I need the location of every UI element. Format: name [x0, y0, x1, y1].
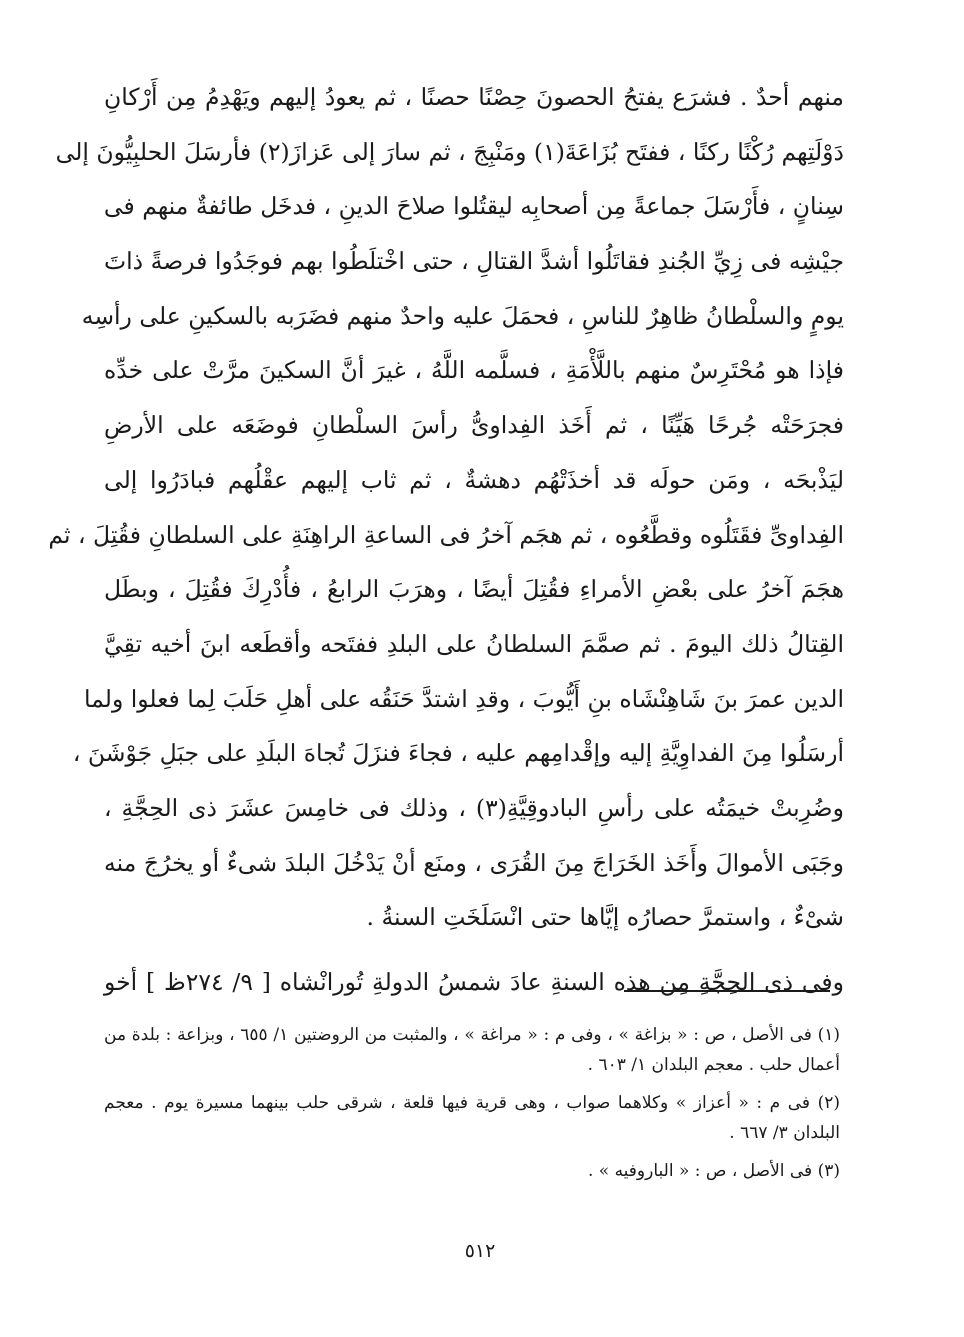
paragraph-gap [104, 945, 844, 955]
text-line: سِنانٍ ، فأَرْسَلَ جماعةً مِن أصحابِه ليقتُلوا صلاحَ الدينِ ، فدخَل طائفةٌ منهم فى [103, 192, 844, 221]
text-line: الدين عمرَ بنَ شَاهِنْشَاه بنِ أَيُّوبَ ، وقدِ اشتدَّ حَنَقُه على أهلِ حَلَبَ لِما فعلوا ولما [84, 684, 844, 713]
text-line: فإذا هو مُحْتَرِسٌ منهم باللَّأْمَةِ ، فسلَّمه اللَّهُ ، غيرَ أنَّ السكينَ مرَّتْ على خدِّه [104, 356, 844, 385]
text-line: شىْءٌ ، واستمرَّ حصارُه إيَّاها حتى انْسَلَخَتِ السنةُ . [366, 903, 844, 932]
text-line: فجرَحَتْه جُرحًا هَيِّنًا ، ثم أَخَذ الفِداوىُّ رأسَ السلْطانِ فوضَعَه على الأرضِ [104, 411, 844, 440]
footnote-separator [624, 990, 830, 992]
footnote-2-line-2: البلدان ٣/ ٦٦٧ . [729, 1123, 840, 1143]
footnote-1-line-2: أعمال حلب . معجم البلدان ١/ ٦٠٣ . [587, 1055, 840, 1075]
text-line: وجَبَى الأموالَ وأَخَذ الخَرَاجَ مِنَ القُرَى ، ومنَع أنْ يَدْخُلَ البلدَ شىءٌ أو يخرُجَ منه [104, 848, 844, 877]
text-line: منهم أحدٌ . فشرَع يفتحُ الحصونَ حِصْنًا حصنًا ، ثم يعودُ إليهم ويَهْدِمُ مِن أَرْكانِ [104, 83, 844, 111]
text-line: ليَذْبحَه ، ومَن حولَه قد أخذَتْهُم دهشةٌ ، ثم ثاب إليهم عقْلُهم فبادَرُوا إلى [104, 465, 844, 494]
text-line: القِتالُ ذلك اليومَ . ثم صمَّمَ السلطانُ على البلدِ ففتَحه وأقطَعه ابنَ أخيه تقِيَّ [104, 629, 844, 658]
text-line: الفِداوىِّ فقَتَلُوه وقطَّعُوه ، ثم هجَم آخرُ فى الساعةِ الراهِنَةِ على السلطانِ فقُتِلَ ، ثم [48, 520, 844, 549]
text-line: يومٍ والسلْطانُ ظاهِرٌ للناسِ ، فحمَلَ عليه واحدٌ منهم فضَرَبه بالسكينِ على رأسِه [81, 301, 844, 330]
footnote-gap [104, 1148, 840, 1156]
footnote-3: (٣) فى الأصل ، ص : « الباروفيه » . [587, 1161, 840, 1181]
text-line: هجَمَ آخرُ على بعْضِ الأمراءِ فقُتِلَ أيضًا ، وهرَبَ الرابعُ ، فأُدْرِكَ فقُتِلَ ، وبطَل [104, 575, 844, 604]
footnote-2-line-1: (٢) فى م : « أعزاز » وكلاهما صواب ، وهى قرية فيها قلعة ، شرقى حلب بينهما مسيرة يوم . معجم [104, 1093, 840, 1113]
text-line: وضُرِبتْ خيمَتُه على رأسِ البادوقِيَّةِ(٣) ، وذلك فى خامِسَ عشَرَ ذى الحِجَّةِ ، [104, 793, 844, 822]
text-line: جيْشِه فى زِيِّ الجُندِ فقاتَلُوا أشدَّ القتالِ ، حتى اخْتلَطُوا بهم فوجَدُوا فرصةً ذاتَ [104, 247, 844, 276]
text-line: أرسَلُوا مِنَ الفداوِيَّةِ إليه وإقْدامِهم عليه ، فجاءَ فنزَلَ تُجاهَ البلَدِ على جبَلِ جَوْشَنَ ، [72, 739, 844, 768]
footnote-1-line-1: (١) فى الأصل ، ص : « بزاغة » ، وفى م : « مراغة » ، والمثبت من الروضتين ١/ ٦٥٥ ، وبزاعة : بلدة من [104, 1025, 840, 1045]
page-number: ٥١٢ [464, 1240, 496, 1262]
footnote-gap [104, 1080, 840, 1088]
main-text [48, 70, 844, 1010]
footnotes [104, 1020, 840, 1186]
text-line: دَوْلَتِهم رُكْنًا ركنًا ، ففتَح بُزَاعَةَ(١) ومَنْبِجَ ، ثم سارَ إلى عَزازَ(٢) فأرسَلَ الحلبِيُّونَ إلى [55, 137, 844, 166]
paragraph-2-line: وفى ذى الحِجَّةِ مِن هذه السنةِ عادَ شمسُ الدولةِ تُورانْشاه [ ٩/ ٢٧٤ظ ] أخو [104, 968, 844, 996]
